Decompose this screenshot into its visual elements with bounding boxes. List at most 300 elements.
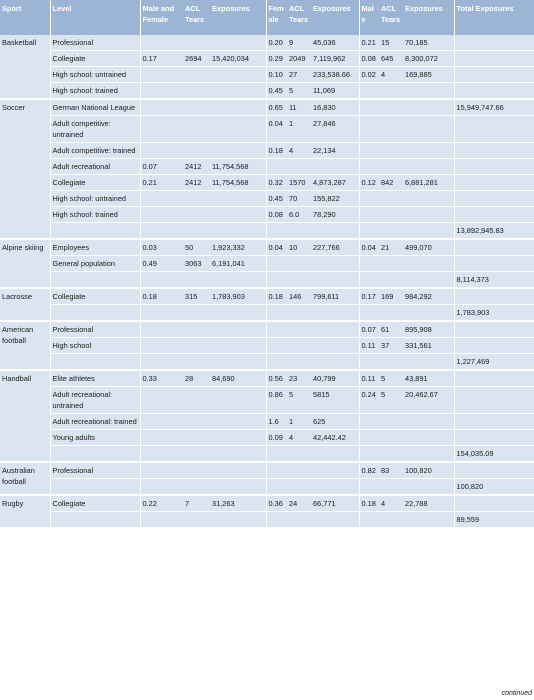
- male-female-acl-tears-cell: 50: [183, 239, 210, 256]
- total-exposures-cell: [454, 495, 534, 512]
- male-female-acl-tears-cell: [183, 321, 210, 338]
- female-acl-tears-cell: 10: [287, 239, 311, 256]
- male-exposures-cell: [403, 354, 454, 371]
- male-female-exposures-cell: [210, 207, 266, 223]
- female-rate-cell: [266, 446, 287, 463]
- male-acl-tears-cell: [379, 143, 403, 159]
- male-female-exposures-cell: [210, 446, 266, 463]
- female-exposures-cell: [311, 462, 359, 479]
- male-female-rate-cell: 0.33: [140, 370, 183, 387]
- level-cell: High school: untrained: [50, 191, 140, 207]
- male-acl-tears-cell: 5: [379, 370, 403, 387]
- male-female-rate-cell: [140, 512, 183, 528]
- level-cell: Professional: [50, 462, 140, 479]
- level-cell: Professional: [50, 35, 140, 51]
- male-exposures-cell: 499,070: [403, 239, 454, 256]
- male-rate-cell: [359, 272, 379, 289]
- female-exposures-cell: 66,771: [311, 495, 359, 512]
- male-acl-tears-cell: [379, 512, 403, 528]
- male-female-rate-cell: [140, 338, 183, 354]
- level-cell: High school: trained: [50, 83, 140, 100]
- table-row: [0, 223, 534, 240]
- male-female-acl-tears-cell: [183, 83, 210, 100]
- table-row: [0, 83, 534, 100]
- female-rate-cell: 0.56: [266, 370, 287, 387]
- male-female-acl-tears-cell: 3063: [183, 256, 210, 272]
- header-female: Female: [266, 0, 287, 35]
- male-acl-tears-cell: [379, 99, 403, 116]
- female-acl-tears-cell: [287, 159, 311, 175]
- male-female-acl-tears-cell: [183, 479, 210, 496]
- male-rate-cell: [359, 83, 379, 100]
- male-female-rate-cell: 0.07: [140, 159, 183, 175]
- female-exposures-cell: 5815: [311, 387, 359, 414]
- male-rate-cell: [359, 305, 379, 322]
- total-exposures-cell: [454, 191, 534, 207]
- male-acl-tears-cell: 21: [379, 239, 403, 256]
- male-female-acl-tears-cell: 28: [183, 370, 210, 387]
- male-rate-cell: 0.11: [359, 338, 379, 354]
- female-exposures-cell: [311, 338, 359, 354]
- male-female-acl-tears-cell: [183, 446, 210, 463]
- table-row: [0, 305, 534, 322]
- male-exposures-cell: 70,185: [403, 35, 454, 51]
- female-rate-cell: 0.29: [266, 51, 287, 67]
- male-acl-tears-cell: [379, 479, 403, 496]
- header-exposures-combined: Exposures: [210, 0, 266, 35]
- female-rate-cell: [266, 256, 287, 272]
- total-exposures-cell: [454, 414, 534, 430]
- female-acl-tears-cell: 4: [287, 143, 311, 159]
- male-rate-cell: [359, 354, 379, 371]
- male-female-exposures-cell: [210, 116, 266, 143]
- male-female-exposures-cell: 1,783,903: [210, 288, 266, 305]
- male-exposures-cell: 43,891: [403, 370, 454, 387]
- male-female-acl-tears-cell: [183, 387, 210, 414]
- total-exposures-cell: [454, 256, 534, 272]
- male-exposures-cell: [403, 143, 454, 159]
- male-acl-tears-cell: [379, 354, 403, 371]
- total-exposures-cell: [454, 116, 534, 143]
- male-female-rate-cell: [140, 35, 183, 51]
- female-rate-cell: 0.18: [266, 288, 287, 305]
- sport-cell: Alpine skiing: [0, 239, 50, 288]
- female-acl-tears-cell: 1: [287, 414, 311, 430]
- female-acl-tears-cell: 6.0: [287, 207, 311, 223]
- table-row: [0, 159, 534, 175]
- female-rate-cell: 0.45: [266, 83, 287, 100]
- male-female-exposures-cell: [210, 414, 266, 430]
- male-exposures-cell: 984,292: [403, 288, 454, 305]
- male-female-exposures-cell: [210, 83, 266, 100]
- male-rate-cell: 0.18: [359, 495, 379, 512]
- male-female-rate-cell: 0.21: [140, 175, 183, 191]
- female-acl-tears-cell: [287, 479, 311, 496]
- header-acl-tears-female: ACL Tears: [287, 0, 311, 35]
- male-female-rate-cell: [140, 414, 183, 430]
- table-row: [0, 354, 534, 371]
- total-exposures-cell: 100,820: [454, 479, 534, 496]
- female-acl-tears-cell: [287, 446, 311, 463]
- male-female-acl-tears-cell: 7: [183, 495, 210, 512]
- male-female-exposures-cell: [210, 223, 266, 240]
- female-exposures-cell: 233,538.66: [311, 67, 359, 83]
- male-exposures-cell: 169,885: [403, 67, 454, 83]
- female-rate-cell: [266, 321, 287, 338]
- total-exposures-cell: [454, 239, 534, 256]
- male-rate-cell: [359, 512, 379, 528]
- female-rate-cell: [266, 354, 287, 371]
- total-exposures-cell: 1,783,903: [454, 305, 534, 322]
- male-exposures-cell: [403, 159, 454, 175]
- level-cell: [50, 446, 140, 463]
- female-acl-tears-cell: 146: [287, 288, 311, 305]
- male-exposures-cell: 22,788: [403, 495, 454, 512]
- female-acl-tears-cell: [287, 256, 311, 272]
- level-cell: German National League: [50, 99, 140, 116]
- male-acl-tears-cell: 83: [379, 462, 403, 479]
- total-exposures-cell: 89,559: [454, 512, 534, 528]
- female-rate-cell: [266, 223, 287, 240]
- level-cell: Collegiate: [50, 288, 140, 305]
- male-female-exposures-cell: 6,191,041: [210, 256, 266, 272]
- male-female-rate-cell: [140, 446, 183, 463]
- female-acl-tears-cell: 9: [287, 35, 311, 51]
- male-female-rate-cell: [140, 387, 183, 414]
- female-rate-cell: [266, 462, 287, 479]
- table-row: [0, 239, 534, 256]
- female-exposures-cell: [311, 159, 359, 175]
- male-acl-tears-cell: [379, 83, 403, 100]
- male-acl-tears-cell: 4: [379, 67, 403, 83]
- sport-cell: Australian football: [0, 462, 50, 495]
- female-acl-tears-cell: [287, 272, 311, 289]
- male-female-rate-cell: 0.18: [140, 288, 183, 305]
- male-female-acl-tears-cell: [183, 35, 210, 51]
- level-cell: High school: untrained: [50, 67, 140, 83]
- female-rate-cell: [266, 272, 287, 289]
- female-exposures-cell: 7,119,962: [311, 51, 359, 67]
- male-acl-tears-cell: 61: [379, 321, 403, 338]
- table-row: [0, 495, 534, 512]
- table-row: [0, 35, 534, 51]
- header-total-exposures: Total Exposures: [454, 0, 534, 35]
- male-acl-tears-cell: [379, 223, 403, 240]
- table-row: [0, 446, 534, 463]
- level-cell: General population: [50, 256, 140, 272]
- male-rate-cell: [359, 430, 379, 446]
- male-exposures-cell: 895,908: [403, 321, 454, 338]
- male-female-acl-tears-cell: [183, 191, 210, 207]
- male-rate-cell: 0.04: [359, 239, 379, 256]
- table-row: [0, 175, 534, 191]
- female-exposures-cell: 799,611: [311, 288, 359, 305]
- level-cell: High school: trained: [50, 207, 140, 223]
- level-cell: Employees: [50, 239, 140, 256]
- male-female-exposures-cell: [210, 430, 266, 446]
- male-exposures-cell: 331,561: [403, 338, 454, 354]
- total-exposures-cell: [454, 35, 534, 51]
- female-acl-tears-cell: [287, 223, 311, 240]
- male-female-acl-tears-cell: [183, 272, 210, 289]
- table-row: [0, 370, 534, 387]
- female-exposures-cell: 16,830: [311, 99, 359, 116]
- female-rate-cell: 0.45: [266, 191, 287, 207]
- male-female-exposures-cell: [210, 354, 266, 371]
- female-exposures-cell: [311, 446, 359, 463]
- male-acl-tears-cell: 15: [379, 35, 403, 51]
- male-female-exposures-cell: 15,420,034: [210, 51, 266, 67]
- male-female-acl-tears-cell: [183, 143, 210, 159]
- male-acl-tears-cell: 842: [379, 175, 403, 191]
- male-acl-tears-cell: [379, 207, 403, 223]
- female-rate-cell: 0.32: [266, 175, 287, 191]
- male-female-acl-tears-cell: [183, 116, 210, 143]
- male-female-exposures-cell: 11,754,568: [210, 159, 266, 175]
- table-row: [0, 288, 534, 305]
- male-female-exposures-cell: 1,923,332: [210, 239, 266, 256]
- female-rate-cell: [266, 159, 287, 175]
- total-exposures-cell: [454, 51, 534, 67]
- level-cell: [50, 354, 140, 371]
- female-rate-cell: 0.09: [266, 430, 287, 446]
- sport-cell: Lacrosse: [0, 288, 50, 321]
- male-female-rate-cell: 0.49: [140, 256, 183, 272]
- male-female-exposures-cell: [210, 462, 266, 479]
- male-female-rate-cell: [140, 272, 183, 289]
- total-exposures-cell: [454, 321, 534, 338]
- male-female-exposures-cell: [210, 479, 266, 496]
- male-female-acl-tears-cell: [183, 430, 210, 446]
- female-exposures-cell: 27,846: [311, 116, 359, 143]
- female-exposures-cell: 155,822: [311, 191, 359, 207]
- male-acl-tears-cell: [379, 430, 403, 446]
- female-rate-cell: 0.04: [266, 116, 287, 143]
- sport-cell: American football: [0, 321, 50, 370]
- male-rate-cell: 0.08: [359, 51, 379, 67]
- female-rate-cell: 0.86: [266, 387, 287, 414]
- male-exposures-cell: [403, 99, 454, 116]
- male-exposures-cell: [403, 430, 454, 446]
- male-female-acl-tears-cell: 2412: [183, 175, 210, 191]
- male-female-acl-tears-cell: [183, 338, 210, 354]
- female-acl-tears-cell: 5: [287, 83, 311, 100]
- female-rate-cell: 0.36: [266, 495, 287, 512]
- male-rate-cell: 0.12: [359, 175, 379, 191]
- male-female-rate-cell: [140, 354, 183, 371]
- female-acl-tears-cell: [287, 462, 311, 479]
- male-female-acl-tears-cell: 2694: [183, 51, 210, 67]
- male-exposures-cell: [403, 223, 454, 240]
- female-exposures-cell: [311, 354, 359, 371]
- male-female-rate-cell: 0.22: [140, 495, 183, 512]
- female-acl-tears-cell: [287, 321, 311, 338]
- total-exposures-cell: [454, 207, 534, 223]
- total-exposures-cell: 13,892,945.83: [454, 223, 534, 240]
- male-female-rate-cell: [140, 321, 183, 338]
- level-cell: Adult recreational: [50, 159, 140, 175]
- male-exposures-cell: [403, 272, 454, 289]
- male-female-exposures-cell: [210, 387, 266, 414]
- female-acl-tears-cell: 23: [287, 370, 311, 387]
- table-body: [0, 35, 534, 528]
- male-acl-tears-cell: [379, 191, 403, 207]
- female-acl-tears-cell: 1: [287, 116, 311, 143]
- male-female-exposures-cell: [210, 35, 266, 51]
- table-row: [0, 191, 534, 207]
- male-rate-cell: [359, 479, 379, 496]
- male-female-acl-tears-cell: [183, 223, 210, 240]
- male-female-exposures-cell: 11,754,568: [210, 175, 266, 191]
- male-rate-cell: 0.11: [359, 370, 379, 387]
- male-female-acl-tears-cell: [183, 354, 210, 371]
- level-cell: [50, 272, 140, 289]
- female-exposures-cell: 11,069: [311, 83, 359, 100]
- female-rate-cell: [266, 338, 287, 354]
- total-exposures-cell: [454, 288, 534, 305]
- male-exposures-cell: [403, 479, 454, 496]
- male-rate-cell: [359, 159, 379, 175]
- female-acl-tears-cell: [287, 354, 311, 371]
- male-acl-tears-cell: [379, 159, 403, 175]
- male-rate-cell: 0.07: [359, 321, 379, 338]
- level-cell: [50, 479, 140, 496]
- male-rate-cell: 0.82: [359, 462, 379, 479]
- male-female-exposures-cell: 84,690: [210, 370, 266, 387]
- table-row: [0, 116, 534, 143]
- table-row: [0, 414, 534, 430]
- female-exposures-cell: 22,134: [311, 143, 359, 159]
- male-rate-cell: 0.24: [359, 387, 379, 414]
- male-exposures-cell: [403, 207, 454, 223]
- total-exposures-cell: 15,949,747.66: [454, 99, 534, 116]
- male-exposures-cell: 100,820: [403, 462, 454, 479]
- female-rate-cell: [266, 305, 287, 322]
- female-exposures-cell: [311, 305, 359, 322]
- male-rate-cell: [359, 207, 379, 223]
- male-female-exposures-cell: [210, 305, 266, 322]
- male-exposures-cell: [403, 191, 454, 207]
- male-rate-cell: [359, 414, 379, 430]
- male-acl-tears-cell: 169: [379, 288, 403, 305]
- header-sport: Sport: [0, 0, 50, 35]
- male-acl-tears-cell: [379, 446, 403, 463]
- header-male: Male: [359, 0, 379, 35]
- male-rate-cell: [359, 256, 379, 272]
- male-rate-cell: [359, 143, 379, 159]
- total-exposures-cell: [454, 387, 534, 414]
- female-acl-tears-cell: [287, 512, 311, 528]
- table-row: [0, 387, 534, 414]
- male-female-acl-tears-cell: [183, 305, 210, 322]
- female-rate-cell: 1.6: [266, 414, 287, 430]
- sport-cell: Handball: [0, 370, 50, 462]
- header-male-and-female: Male and Female: [140, 0, 183, 35]
- female-exposures-cell: [311, 256, 359, 272]
- level-cell: [50, 512, 140, 528]
- female-acl-tears-cell: 2049: [287, 51, 311, 67]
- male-rate-cell: [359, 191, 379, 207]
- female-acl-tears-cell: 4: [287, 430, 311, 446]
- sport-cell: Basketball: [0, 35, 50, 99]
- male-rate-cell: [359, 446, 379, 463]
- level-cell: Collegiate: [50, 495, 140, 512]
- total-exposures-cell: [454, 159, 534, 175]
- male-female-acl-tears-cell: 315: [183, 288, 210, 305]
- header-exposures-female: Exposures: [311, 0, 359, 35]
- total-exposures-cell: 154,035.09: [454, 446, 534, 463]
- male-female-rate-cell: [140, 83, 183, 100]
- female-exposures-cell: 42,442.42: [311, 430, 359, 446]
- male-female-rate-cell: [140, 207, 183, 223]
- female-exposures-cell: 4,873,287: [311, 175, 359, 191]
- male-female-rate-cell: [140, 99, 183, 116]
- female-rate-cell: 0.08: [266, 207, 287, 223]
- male-female-acl-tears-cell: [183, 99, 210, 116]
- female-exposures-cell: [311, 321, 359, 338]
- male-female-acl-tears-cell: [183, 512, 210, 528]
- male-female-exposures-cell: [210, 99, 266, 116]
- level-cell: Elite athletes: [50, 370, 140, 387]
- female-acl-tears-cell: 70: [287, 191, 311, 207]
- female-rate-cell: 0.20: [266, 35, 287, 51]
- total-exposures-cell: [454, 67, 534, 83]
- male-rate-cell: 0.02: [359, 67, 379, 83]
- level-cell: Collegiate: [50, 51, 140, 67]
- male-female-acl-tears-cell: 2412: [183, 159, 210, 175]
- total-exposures-cell: [454, 430, 534, 446]
- total-exposures-cell: 8,114,373: [454, 272, 534, 289]
- female-exposures-cell: 78,290: [311, 207, 359, 223]
- male-acl-tears-cell: 645: [379, 51, 403, 67]
- female-rate-cell: 0.10: [266, 67, 287, 83]
- total-exposures-cell: [454, 143, 534, 159]
- male-female-acl-tears-cell: [183, 67, 210, 83]
- male-acl-tears-cell: 4: [379, 495, 403, 512]
- total-exposures-cell: [454, 83, 534, 100]
- female-acl-tears-cell: [287, 338, 311, 354]
- male-exposures-cell: [403, 116, 454, 143]
- female-exposures-cell: 45,036: [311, 35, 359, 51]
- total-exposures-cell: [454, 338, 534, 354]
- male-exposures-cell: [403, 446, 454, 463]
- level-cell: High school: [50, 338, 140, 354]
- male-female-rate-cell: [140, 67, 183, 83]
- male-exposures-cell: [403, 305, 454, 322]
- male-female-rate-cell: [140, 223, 183, 240]
- male-female-rate-cell: 0.03: [140, 239, 183, 256]
- continued-note: continued: [501, 690, 532, 697]
- table-row: [0, 207, 534, 223]
- header-exposures-male: Exposures: [403, 0, 454, 35]
- male-female-rate-cell: [140, 430, 183, 446]
- male-exposures-cell: [403, 512, 454, 528]
- female-exposures-cell: [311, 272, 359, 289]
- male-female-acl-tears-cell: [183, 414, 210, 430]
- sport-cell: Soccer: [0, 99, 50, 239]
- male-female-exposures-cell: [210, 67, 266, 83]
- table-row: [0, 338, 534, 354]
- total-exposures-cell: [454, 175, 534, 191]
- header-acl-tears-male: ACL Tears: [379, 0, 403, 35]
- female-exposures-cell: [311, 223, 359, 240]
- male-acl-tears-cell: [379, 414, 403, 430]
- male-rate-cell: 0.17: [359, 288, 379, 305]
- male-exposures-cell: [403, 83, 454, 100]
- female-acl-tears-cell: 5: [287, 387, 311, 414]
- female-acl-tears-cell: 11: [287, 99, 311, 116]
- male-female-rate-cell: [140, 305, 183, 322]
